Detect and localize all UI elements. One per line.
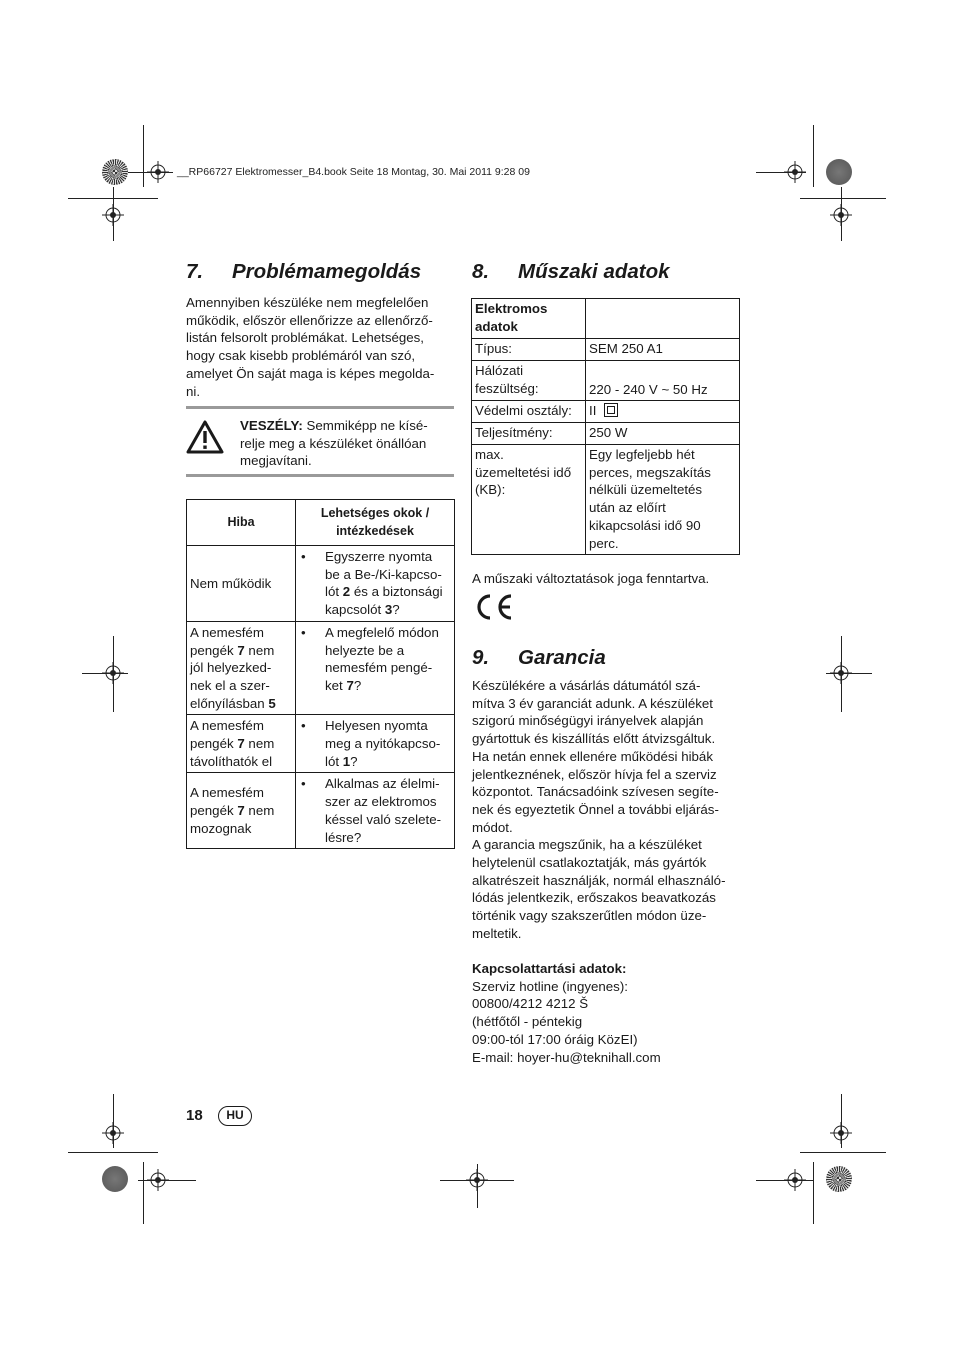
intro-line: ni. <box>186 383 201 399</box>
warning-label: VESZÉLY: <box>240 418 303 433</box>
registration-mark-icon <box>102 1122 124 1144</box>
table-row <box>187 546 455 622</box>
registration-mark-icon <box>102 662 124 684</box>
section-7-intro <box>186 294 456 400</box>
registration-mark-icon <box>784 161 806 183</box>
section-title: Garancia <box>518 646 606 669</box>
registration-mark-icon <box>830 662 852 684</box>
language-badge: HU <box>218 1106 252 1126</box>
spec-label-cell: Hálózati feszültség: <box>472 361 586 401</box>
registration-mark-icon <box>147 161 169 183</box>
gray-control-circle-icon <box>826 159 852 185</box>
fault-cell: A nemesfém pengék 7 nem távolíthatók el <box>187 715 296 773</box>
crop-mark <box>68 1152 158 1153</box>
warning-triangle-icon <box>186 420 224 454</box>
print-header: __RP66727 Elektromesser_B4.book Seite 18 Montag, 30. Mai 2011 9:28 09 <box>177 166 530 178</box>
section-number: 7. <box>186 260 204 283</box>
divider <box>186 406 454 409</box>
crop-mark <box>143 1162 144 1224</box>
page-number: 18 <box>186 1107 203 1124</box>
crop-mark <box>813 125 814 187</box>
spec-label-cell: Teljesítmény: <box>472 423 586 445</box>
warning-text: VESZÉLY: Semmiképp ne kísé- relje meg a készüléket önállóan megjavítani. <box>240 418 428 469</box>
registration-mark-icon <box>147 1169 169 1191</box>
contact-email: E-mail: hoyer-hu@teknihall.com <box>472 1049 661 1065</box>
table-row <box>187 621 455 715</box>
crop-mark <box>813 1162 814 1224</box>
fault-cell: A nemesfém pengék 7 nem mozognak <box>187 773 296 849</box>
fault-cell: Nem működik <box>187 546 296 622</box>
registration-mark-icon <box>784 1169 806 1191</box>
section-7-heading <box>186 260 421 284</box>
section-number: 9. <box>472 646 490 669</box>
gray-control-circle-icon <box>102 1166 128 1192</box>
spec-value-cell: 250 W <box>586 423 740 445</box>
table-row <box>472 339 740 361</box>
spec-value-cell <box>586 299 740 339</box>
section-number: 8. <box>472 260 490 283</box>
sunburst-mark-icon <box>826 1166 852 1192</box>
warranty-text: Készülékére a vásárlás dátumától szá- mítva 3 év garanciát adunk. A készüléket szigorú minőségügyi irányelvek alapján gyártottuk és kiszállítás előtt átvizsgáltuk. Ha netán ennek ellenére működési hibák jelentkeznének, először hívja fel a szerviz központot. Tanácsadóink szívesen segíte- nek és egyeztetik Önnel a további eljárás- módot. A garancia megszűnik, ha a készüléket helytelenül csatlakoztatják, más gyártók alkatrészeit használják, normál elhasználó- lódás jelentkezik, erőszakos beavatkozás történik vagy szakszerűtlen módon üze- meltetik. <box>472 678 726 941</box>
spec-value-cell: II <box>586 401 740 423</box>
table-row <box>187 715 455 773</box>
section-8-heading <box>472 260 670 284</box>
table-row <box>187 773 455 849</box>
troubleshooting-table <box>186 499 455 849</box>
intro-line: működik, először ellenőrizze az ellenőrző- <box>186 312 433 328</box>
spec-label-cell: Típus: <box>472 339 586 361</box>
intro-line: listán felsorolt problémákat. Lehetséges, <box>186 330 425 346</box>
column-header: Hiba <box>187 500 296 546</box>
cause-cell: • Helyesen nyomta meg a nyitókapcso- lót 1? <box>296 715 455 773</box>
intro-line: Amennyiben készüléke nem megfelelően <box>186 295 429 310</box>
registration-mark-icon <box>102 204 124 226</box>
table-row <box>472 423 740 445</box>
section-9-heading <box>472 646 606 670</box>
sunburst-mark-icon <box>102 159 128 185</box>
cause-cell: • Alkalmas az élelmi- szer az elektromos késsel való szelete- lésre? <box>296 773 455 849</box>
crop-mark <box>68 198 158 199</box>
spec-value-cell: Egy legfeljebb hét perces, megszakítás nélküli üzemeltetés után az előírt kikapcsolási idő 90 perc. <box>586 445 740 555</box>
fault-cell: A nemesfém pengék 7 nem jól helyezked- nek el a szer- előnyílásban 5 <box>187 621 296 715</box>
spec-heading-cell: Elektromos adatok <box>472 299 586 339</box>
ce-mark-icon <box>473 592 515 622</box>
technical-changes-note: A műszaki változtatások joga fenntartva. <box>472 571 710 586</box>
section-title: Problémamegoldás <box>232 260 422 283</box>
table-row <box>472 401 740 423</box>
spec-value-cell: SEM 250 A1 <box>586 339 740 361</box>
hotline-number: 00800/4212 4212 Š <box>472 996 589 1012</box>
spec-label-cell: Védelmi osztály: <box>472 401 586 423</box>
spec-value-cell: 220 - 240 V ~ 50 Hz <box>586 361 740 401</box>
specs-table <box>471 298 740 555</box>
crop-mark <box>143 125 144 187</box>
double-insulation-icon <box>604 403 618 417</box>
registration-mark-icon <box>830 1122 852 1144</box>
intro-line: amelyet Ön saját maga is képes megolda- <box>186 365 435 381</box>
section-title: Műszaki adatok <box>518 260 670 283</box>
registration-mark-icon <box>830 204 852 226</box>
column-header: Lehetséges okok / intézkedések <box>296 500 455 546</box>
crop-mark <box>800 1152 886 1153</box>
cause-cell: • Egyszerre nyomta be a Be-/Ki-kapcso- lót 2 és a biztonsági kapcsolót 3? <box>296 546 455 622</box>
divider <box>186 474 454 477</box>
table-row <box>472 445 740 555</box>
contact-block: Kapcsolattartási adatok: Szerviz hotline (ingyenes): 00800/4212 4212 Š (hétfőtől - péntekig 09:00-tól 17:00 óráig KözEI) E-mail: hoyer-hu@teknihall.com <box>472 960 752 1066</box>
table-row <box>472 361 740 401</box>
spec-label-cell: max. üzemeltetési idő (KB): <box>472 445 586 555</box>
table-row <box>472 299 740 339</box>
crop-mark <box>800 198 886 199</box>
intro-line: hogy csak kisebb problémáról van szó, <box>186 348 416 364</box>
table-header-row <box>187 500 455 546</box>
registration-mark-icon <box>466 1169 488 1191</box>
contact-heading: Kapcsolattartási adatok: <box>472 961 627 976</box>
cause-cell: • A megfelelő módon helyezte be a nemesfém pengé- ket 7? <box>296 621 455 715</box>
